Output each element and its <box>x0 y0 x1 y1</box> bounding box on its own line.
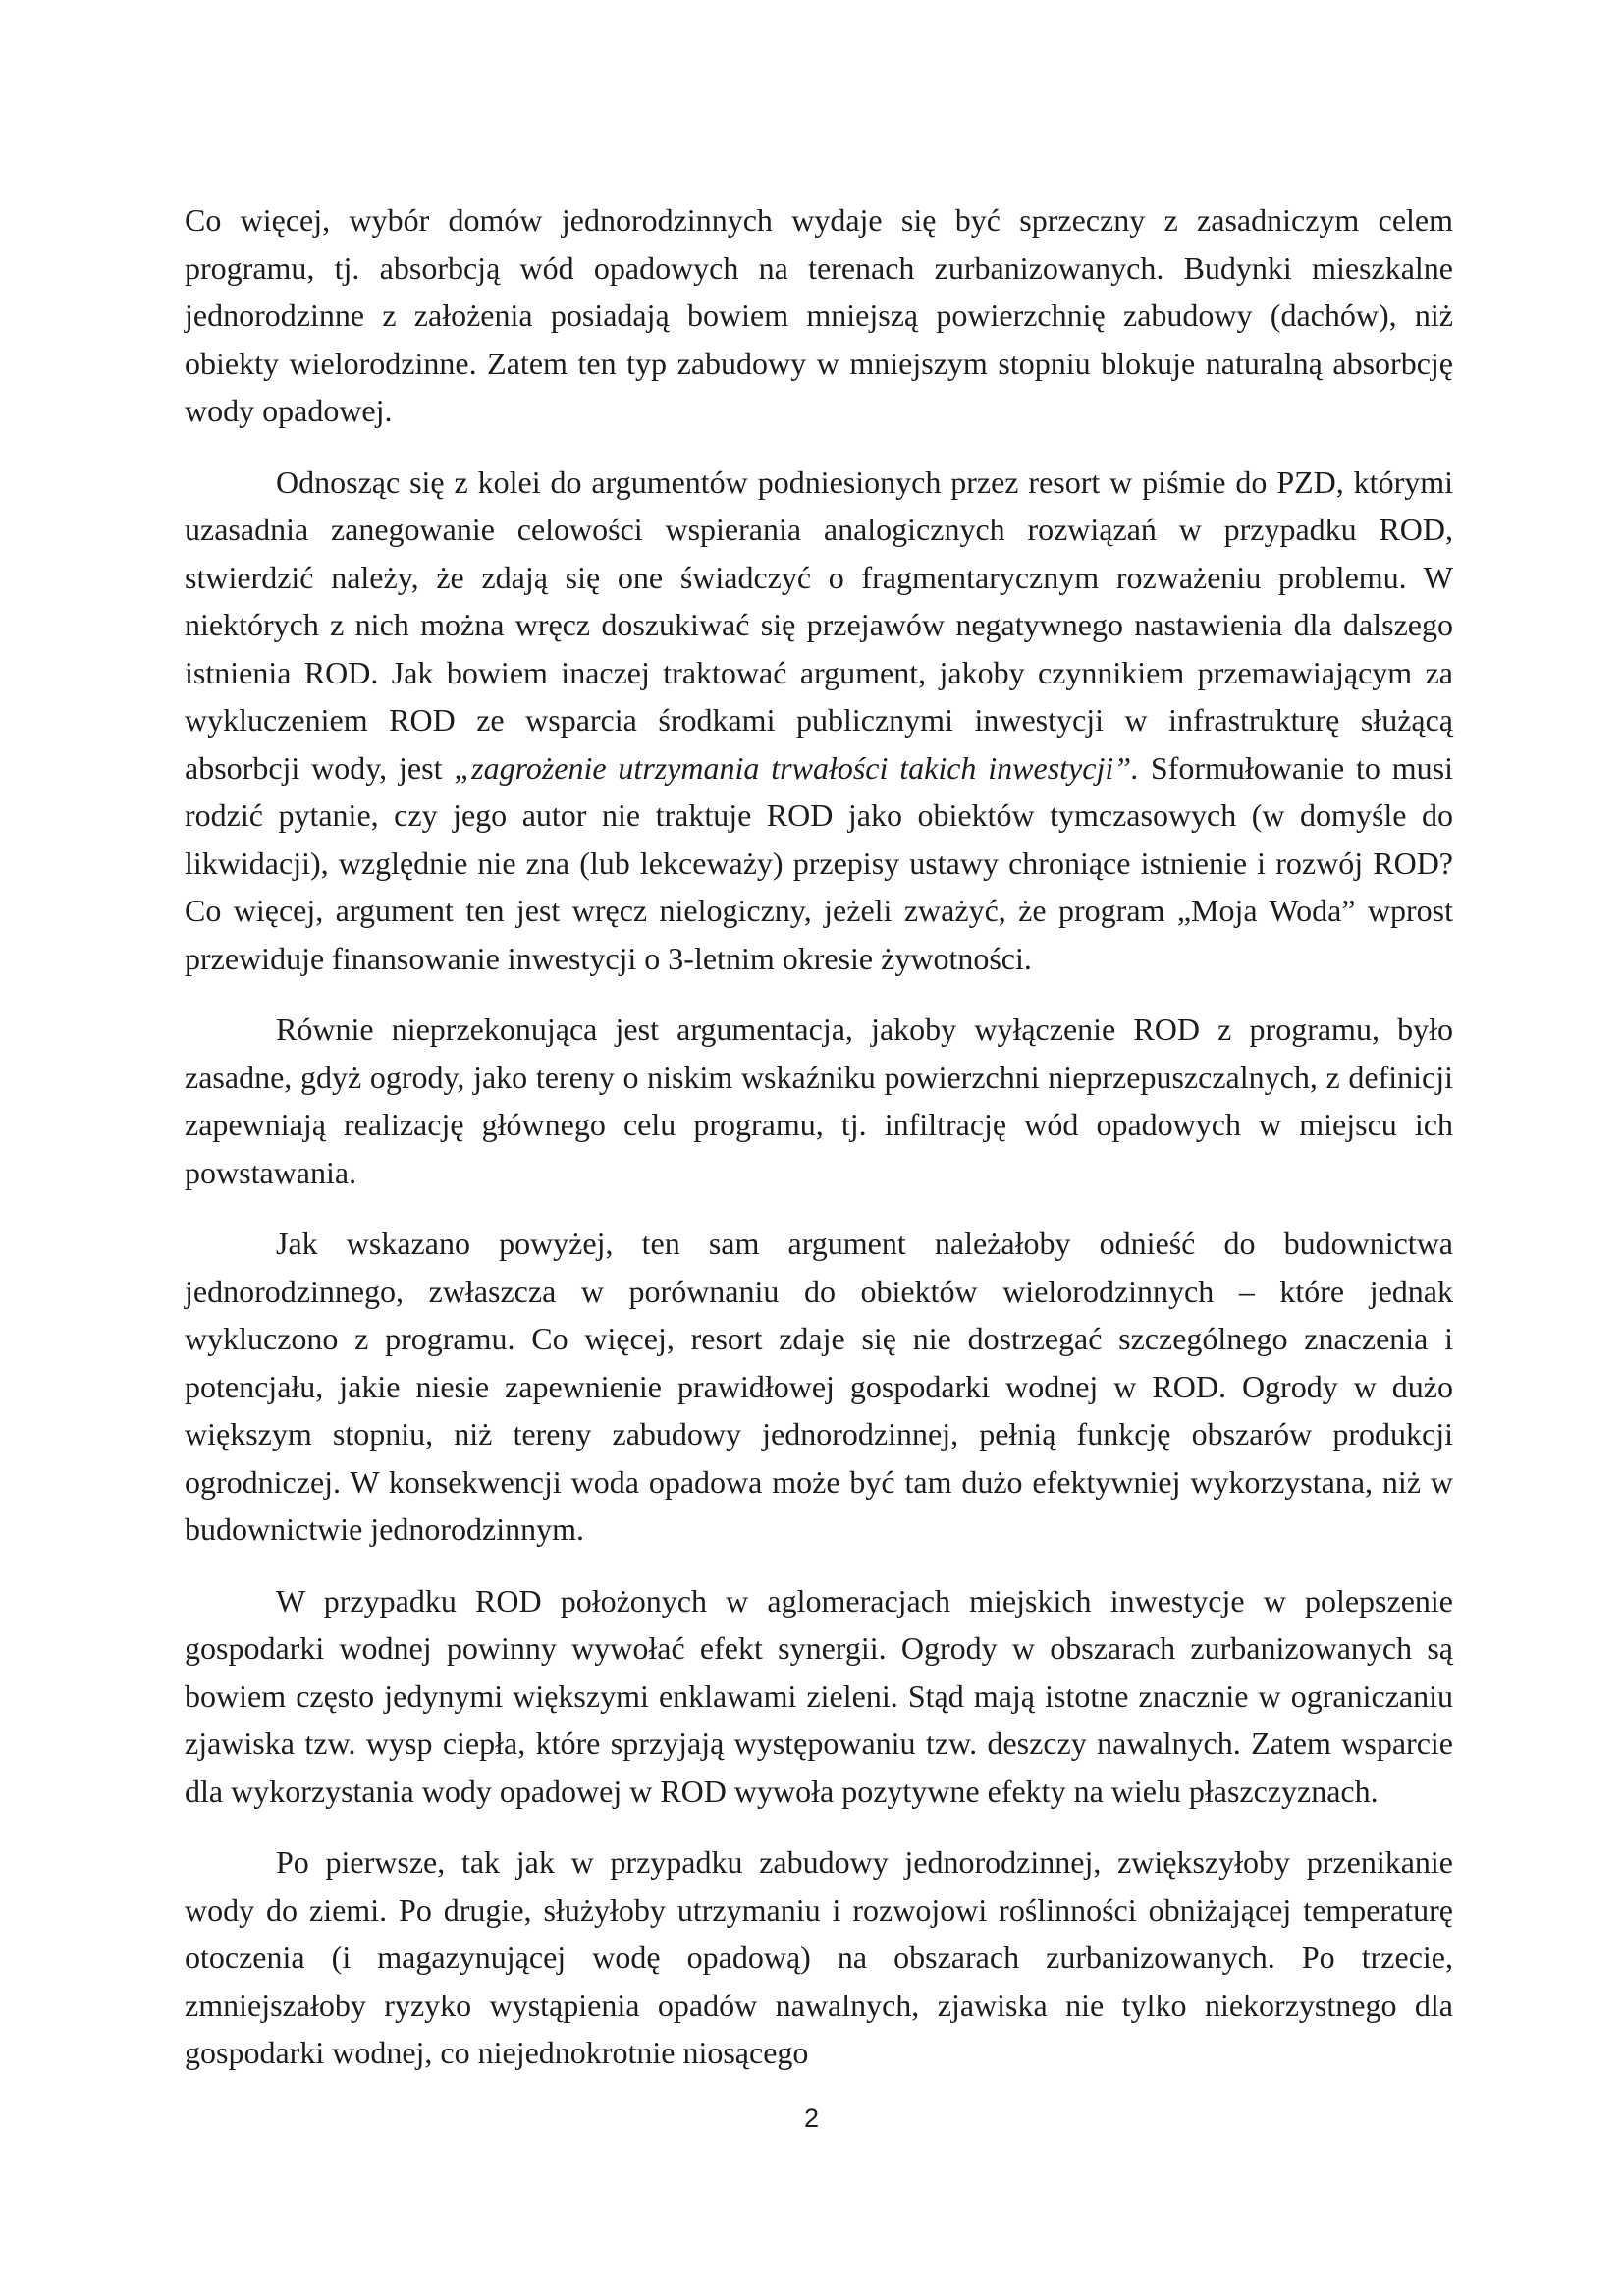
page-number: 2 <box>803 2104 820 2133</box>
paragraph-6: Po pierwsze, tak jak w przypadku zabudowy jednorodzinnej, zwiększyłoby przenikanie wody do ziemi. Po drugie, służyłoby utrzymaniu i rozwojowi roślinności obniżającej temperaturę otoczenia (i magazynującej wodę opadową) na obszarach zurbanizowanych. Po trzecie, zmniejszałoby ryzyko wystąpienia opadów nawalnych, zjawiska nie tylko niekorzystnego dla gospodarki wodnej, co niejednokrotnie niosącego <box>185 1844 1453 2070</box>
paragraph-1: Co więcej, wybór domów jednorodzinnych wydaje się być sprzeczny z zasadniczym celem programu, tj. absorbcją wód opadowych na terenach zurbanizowanych. Budynki mieszkalne jednorodzinne z założenia posiadają bowiem mniejszą powierzchnię zabudowy (dachów), niż obiekty wielorodzinne. Zatem ten typ zabudowy w mniejszym stopniu blokuje naturalną absorbcję wody opadowej. <box>185 202 1453 428</box>
paragraph-2-text-after-quote: Sformułowanie to musi rodzić pytanie, czy jego autor nie traktuje ROD jako obiektów tymczasowych (w domyśle do likwidacji), względnie nie zna (lub lekceważy) przepisy ustawy chroniące istnienie i rozwój ROD? Co więcej, argument ten jest wręcz nielogiczny, jeżeli zważyć, że program „Moja Woda” wprost przewiduje finansowanie inwestycji o 3-letnim okresie żywotności. <box>185 749 1454 976</box>
paragraph-2-quote: „zagrożenie utrzymania trwałości takich inwestycji”. <box>454 749 1140 786</box>
paragraph-4: Jak wskazano powyżej, ten sam argument należałoby odnieść do budownictwa jednorodzinnego, zwłaszcza w porównaniu do obiektów wielorodzinnych – które jednak wykluczono z programu. Co więcej, resort zdaje się nie dostrzegać szczególnego znaczenia i potencjału, jakie niesie zapewnienie prawidłowej gospodarki wodnej w ROD. Ogrody w dużo większym stopniu, niż tereny zabudowy jednorodzinnej, pełnią funkcję obszarów produkcji ogrodniczej. W konsekwencji woda opadowa może być tam dużo efektywniej wykorzystana, niż w budownictwie jednorodzinnym. <box>185 1226 1453 1547</box>
paragraph-5: W przypadku ROD położonych w aglomeracjach miejskich inwestycje w polepszenie gospodarki wodnej powinny wywołać efekt synergii. Ogrody w obszarach zurbanizowanych są bowiem często jedynymi większymi enklawami zieleni. Stąd mają istotne znacznie w ograniczaniu zjawiska tzw. wysp ciepła, które sprzyjają występowaniu tzw. deszczy nawalnych. Zatem wsparcie dla wykorzystania wody opadowej w ROD wywoła pozytywne efekty na wielu płaszczyznach. <box>185 1582 1453 1809</box>
document-body <box>185 196 1453 2101</box>
paragraph-2-text-before-quote: Odnosząc się z kolei do argumentów podniesionych przez resort w piśmie do PZD, którymi uzasadnia zanegowanie celowości wspierania analogicznych rozwiązań w przypadku ROD, stwierdzić należy, że zdają się one świadczyć o fragmentarycznym rozważeniu problemu. W niektórych z nich można wręcz doszukiwać się przejawów negatywnego nastawienia dla dalszego istnienia ROD. Jak bowiem inaczej traktować argument, jakoby czynnikiem przemawiającym za wykluczeniem ROD ze wsparcia środkami publicznymi inwestycji w infrastrukturę służącą absorbcji wody, jest <box>185 464 1453 786</box>
paragraph-3: Równie nieprzekonująca jest argumentacja, jakoby wyłączenie ROD z programu, było zasadne, gdyż ogrody, jako tereny o niskim wskaźniku powierzchni nieprzepuszczalnych, z definicji zapewniają realizację głównego celu programu, tj. infiltrację wód opadowych w miejscu ich powstawania. <box>185 1011 1453 1190</box>
paragraph-2 <box>185 459 1453 983</box>
